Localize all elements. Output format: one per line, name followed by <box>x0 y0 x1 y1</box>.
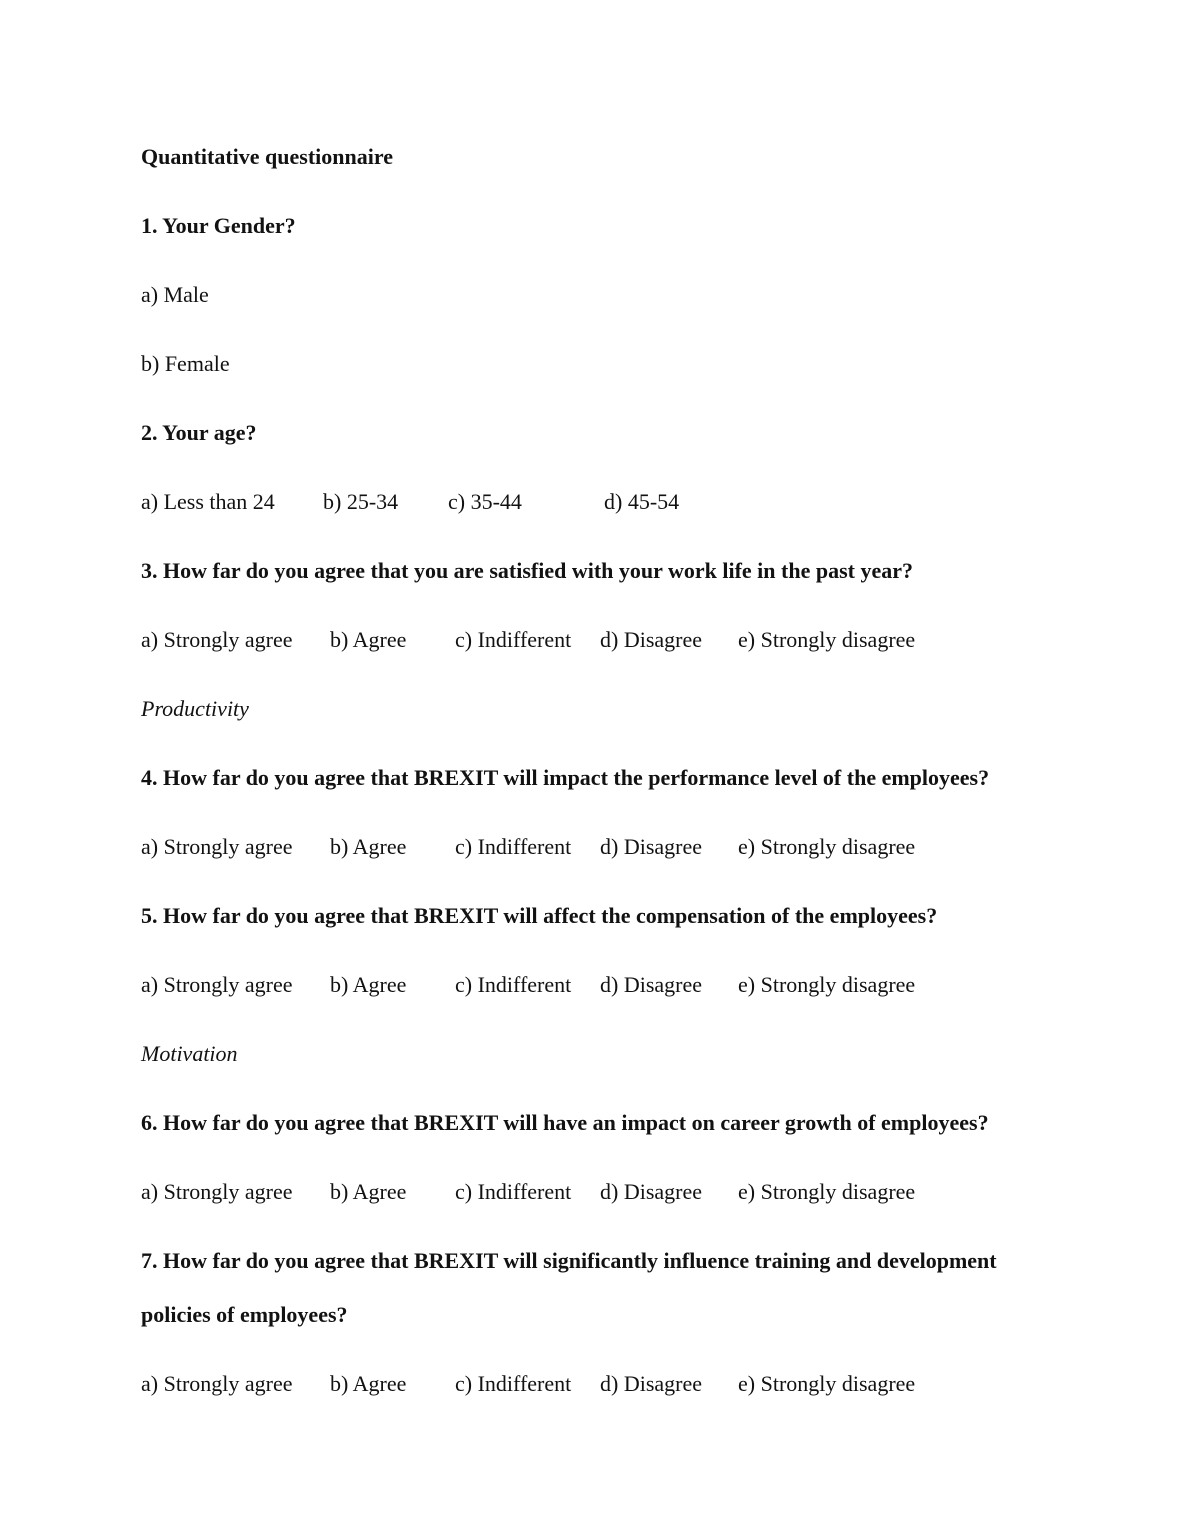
question-6-likert-row <box>141 1165 1050 1219</box>
likert-option-strongly-agree: a) Strongly agree <box>141 1371 293 1396</box>
likert-option-strongly-disagree: e) Strongly disagree <box>738 627 916 652</box>
likert-option-agree: b) Agree <box>330 1371 407 1396</box>
likert-option-disagree: d) Disagree <box>600 972 703 997</box>
likert-option-strongly-agree: a) Strongly agree <box>141 1179 293 1204</box>
document-title: Quantitative questionnaire <box>141 144 394 169</box>
likert-option-indifferent: c) Indifferent <box>455 972 572 997</box>
question-3-likert-row <box>141 613 1050 667</box>
likert-option-agree: b) Agree <box>330 972 407 997</box>
question-2-option-c: c) 35-44 <box>448 489 522 514</box>
question-2-heading: 2. Your age? <box>141 420 257 445</box>
question-1-option-b: b) Female <box>141 351 230 376</box>
question-7-line-2: policies of employees? <box>141 1302 348 1327</box>
likert-option-indifferent: c) Indifferent <box>455 834 572 859</box>
likert-option-strongly-disagree: e) Strongly disagree <box>738 972 916 997</box>
likert-option-strongly-agree: a) Strongly agree <box>141 834 293 859</box>
likert-option-disagree: d) Disagree <box>600 1179 703 1204</box>
likert-option-indifferent: c) Indifferent <box>455 1179 572 1204</box>
question-7-heading <box>141 1234 1050 1342</box>
likert-option-strongly-disagree: e) Strongly disagree <box>738 1179 916 1204</box>
question-2-option-a: a) Less than 24 <box>141 489 275 514</box>
likert-option-agree: b) Agree <box>330 834 407 859</box>
likert-option-disagree: d) Disagree <box>600 1371 703 1396</box>
question-7-line-1: 7. How far do you agree that BREXIT will significantly influence training and development <box>141 1248 997 1273</box>
likert-option-indifferent: c) Indifferent <box>455 627 572 652</box>
likert-option-agree: b) Agree <box>330 1179 407 1204</box>
section-label-motivation: Motivation <box>141 1041 238 1066</box>
question-2-option-b: b) 25-34 <box>323 489 399 514</box>
question-3-heading: 3. How far do you agree that you are satisfied with your work life in the past year? <box>141 558 914 583</box>
question-4-likert-row <box>141 820 1050 874</box>
question-5-heading: 5. How far do you agree that BREXIT will affect the compensation of the employees? <box>141 903 938 928</box>
question-2-option-d: d) 45-54 <box>604 489 680 514</box>
question-6-heading: 6. How far do you agree that BREXIT will have an impact on career growth of employees? <box>141 1110 989 1135</box>
question-1-option-a: a) Male <box>141 282 209 307</box>
likert-option-strongly-disagree: e) Strongly disagree <box>738 1371 916 1396</box>
likert-option-strongly-agree: a) Strongly agree <box>141 972 293 997</box>
question-2-options-row <box>141 475 1050 529</box>
likert-option-disagree: d) Disagree <box>600 627 703 652</box>
likert-option-strongly-disagree: e) Strongly disagree <box>738 834 916 859</box>
question-5-likert-row <box>141 958 1050 1012</box>
likert-option-strongly-agree: a) Strongly agree <box>141 627 293 652</box>
question-7-likert-row <box>141 1357 1050 1411</box>
question-4-heading: 4. How far do you agree that BREXIT will impact the performance level of the employees? <box>141 765 990 790</box>
likert-option-agree: b) Agree <box>330 627 407 652</box>
section-label-productivity: Productivity <box>141 696 249 721</box>
likert-option-disagree: d) Disagree <box>600 834 703 859</box>
likert-option-indifferent: c) Indifferent <box>455 1371 572 1396</box>
question-1-heading: 1. Your Gender? <box>141 213 296 238</box>
